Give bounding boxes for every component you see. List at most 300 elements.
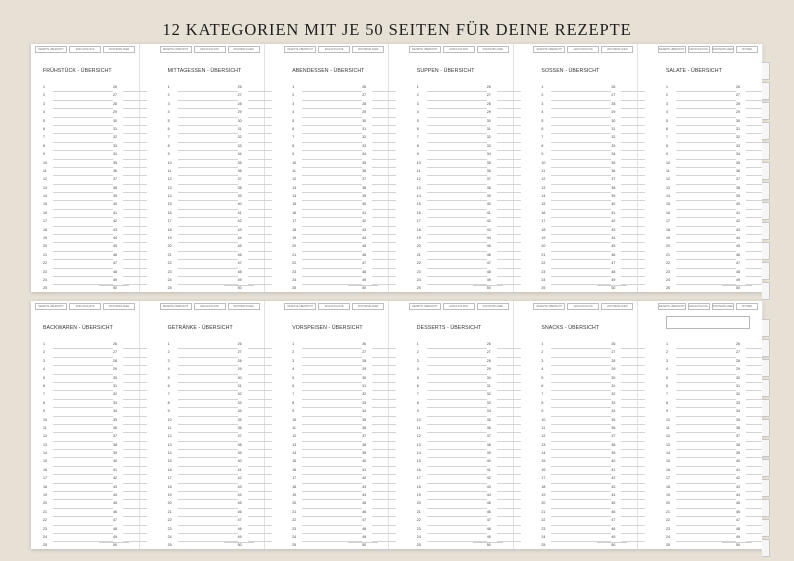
recipe-entry-line[interactable]	[611, 243, 645, 251]
recipe-entry-line[interactable]	[113, 235, 147, 243]
entry-number: 28	[611, 101, 616, 106]
recipe-entry-line[interactable]	[486, 425, 521, 433]
recipe-entry-line[interactable]	[611, 143, 645, 151]
recipe-entry-line[interactable]	[486, 84, 521, 92]
recipe-entry-line[interactable]	[486, 484, 521, 492]
recipe-entry-line[interactable]	[486, 134, 521, 142]
recipe-entry-line[interactable]	[237, 400, 272, 408]
recipe-entry-line[interactable]	[486, 417, 521, 425]
side-tab[interactable]	[762, 242, 770, 260]
recipe-entry-line[interactable]	[486, 143, 521, 151]
recipe-entry-line[interactable]	[237, 341, 272, 349]
recipe-entry-line[interactable]	[362, 391, 396, 399]
recipe-entry-line[interactable]	[486, 475, 521, 483]
side-tab[interactable]	[762, 459, 770, 477]
recipe-entry-line[interactable]	[113, 260, 147, 268]
recipe-entry-line[interactable]	[237, 126, 272, 134]
recipe-entry-line[interactable]	[362, 366, 396, 374]
recipe-entry-line[interactable]	[486, 243, 521, 251]
recipe-entry-line[interactable]	[362, 168, 396, 176]
nav-tab[interactable]: REZEPTE ÜBERSICHT	[659, 305, 685, 308]
recipe-entry-line[interactable]	[486, 517, 521, 525]
nav-tab[interactable]: EINKAUFSLISTE	[69, 303, 101, 310]
recipe-entry-line[interactable]	[362, 425, 396, 433]
recipe-entry-line[interactable]	[113, 201, 147, 209]
recipe-entry-line[interactable]	[237, 417, 272, 425]
recipe-entry-line[interactable]	[113, 151, 147, 159]
recipe-entry-line[interactable]	[486, 92, 521, 100]
nav-tab[interactable]: EINKAUFSLISTE	[443, 303, 475, 310]
entry-number: 36	[113, 425, 117, 430]
recipe-entry-line[interactable]	[486, 269, 521, 277]
recipe-entry-line[interactable]	[237, 269, 272, 277]
recipe-entry-line[interactable]	[113, 349, 147, 357]
recipe-entry-line[interactable]	[113, 92, 147, 100]
recipe-entry-line[interactable]	[113, 218, 147, 226]
side-tab[interactable]	[762, 122, 770, 140]
recipe-entry-line[interactable]	[611, 252, 645, 260]
side-tab[interactable]	[762, 379, 770, 397]
recipe-entry-line[interactable]	[611, 92, 645, 100]
recipe-entry-line[interactable]	[362, 526, 396, 534]
recipe-entry-line[interactable]	[237, 492, 272, 500]
recipe-entry-line[interactable]	[113, 118, 147, 126]
blank-title-field[interactable]	[666, 316, 750, 329]
recipe-entry-line[interactable]	[362, 151, 396, 159]
recipe-entry-line[interactable]	[486, 151, 521, 159]
recipe-entry-line[interactable]	[611, 517, 645, 525]
recipe-entry-line[interactable]	[611, 160, 645, 168]
nav-tab[interactable]: EINKAUFSLISTE	[567, 46, 599, 53]
recipe-entry-line[interactable]	[362, 185, 396, 193]
recipe-entry-line[interactable]	[237, 509, 272, 517]
recipe-entry-line[interactable]	[237, 151, 272, 159]
recipe-entry-line[interactable]	[362, 118, 396, 126]
recipe-entry-line[interactable]	[362, 450, 396, 458]
recipe-entry-line[interactable]	[486, 500, 521, 508]
recipe-entry-line[interactable]	[237, 450, 272, 458]
recipe-entry-line[interactable]	[611, 109, 645, 117]
recipe-entry-line[interactable]	[486, 467, 521, 475]
recipe-entry-line[interactable]	[237, 484, 272, 492]
entry-number: 35	[113, 160, 117, 165]
recipe-entry-line[interactable]	[486, 227, 521, 235]
recipe-entry-line[interactable]	[113, 425, 147, 433]
recipe-entry-line[interactable]	[113, 383, 147, 391]
recipe-entry-line[interactable]	[362, 176, 396, 184]
recipe-entry-line[interactable]	[237, 227, 272, 235]
nav-tab[interactable]: REZEPTE ÜBERSICHT	[533, 46, 565, 53]
recipe-entry-line[interactable]	[611, 134, 645, 142]
recipe-entry-line[interactable]	[486, 509, 521, 517]
side-tab[interactable]	[762, 319, 770, 337]
recipe-entry-line[interactable]	[113, 484, 147, 492]
nav-tab[interactable]: REZEPTE ÜBERSICHT	[659, 48, 685, 51]
recipe-entry-line[interactable]	[113, 358, 147, 366]
recipe-entry-line[interactable]	[113, 509, 147, 517]
recipe-entry-line[interactable]	[611, 260, 645, 268]
nav-tab[interactable]: EINKAUFSLISTE	[318, 303, 350, 310]
recipe-entry-line[interactable]	[362, 252, 396, 260]
recipe-entry-line[interactable]	[237, 475, 272, 483]
nav-tab[interactable]: EINKAUFSLISTE	[69, 46, 101, 53]
side-tab[interactable]	[762, 102, 770, 120]
recipe-entry-line[interactable]	[237, 252, 272, 260]
recipe-entry-line[interactable]	[611, 526, 645, 534]
recipe-entry-line[interactable]	[362, 218, 396, 226]
recipe-entry-line[interactable]	[113, 417, 147, 425]
nav-tab[interactable]: NOTIZEN	[736, 303, 758, 310]
recipe-entry-line[interactable]	[113, 450, 147, 458]
recipe-entry-line[interactable]	[486, 391, 521, 399]
recipe-entry-line[interactable]	[113, 143, 147, 151]
recipe-entry-line[interactable]	[611, 201, 645, 209]
recipe-entry-line[interactable]	[113, 160, 147, 168]
recipe-entry-line[interactable]	[237, 383, 272, 391]
recipe-entry-line[interactable]	[611, 492, 645, 500]
recipe-entry-line[interactable]	[486, 526, 521, 534]
nav-tab[interactable]: WOCHENPLANER	[477, 303, 509, 310]
recipe-entry-line[interactable]	[113, 101, 147, 109]
recipe-entry-line[interactable]	[611, 500, 645, 508]
nav-tab[interactable]: WOCHENPLANER	[712, 48, 733, 51]
recipe-entry-line[interactable]	[486, 235, 521, 243]
side-tab[interactable]	[762, 82, 770, 100]
recipe-entry-line[interactable]	[486, 433, 521, 441]
recipe-entry-line[interactable]	[486, 383, 521, 391]
recipe-entry-line[interactable]	[362, 134, 396, 142]
nav-tab[interactable]: WOCHENPLANER	[228, 46, 260, 53]
nav-tab[interactable]: REZEPTE ÜBERSICHT	[409, 46, 441, 53]
recipe-entry-line[interactable]	[113, 269, 147, 277]
nav-tab[interactable]: EINKAUFSLISTE	[443, 46, 475, 53]
recipe-entry-line[interactable]	[113, 408, 147, 416]
nav-tab[interactable]: REZEPTE ÜBERSICHT	[160, 46, 192, 53]
recipe-entry-line[interactable]	[113, 176, 147, 184]
recipe-entry-line[interactable]	[237, 349, 272, 357]
side-tab[interactable]	[762, 62, 770, 80]
recipe-entry-line[interactable]	[237, 210, 272, 218]
recipe-entry-line[interactable]	[611, 408, 645, 416]
recipe-entry-line[interactable]	[486, 193, 521, 201]
recipe-entry-line[interactable]	[237, 218, 272, 226]
recipe-entry-line[interactable]	[237, 467, 272, 475]
recipe-entry-line[interactable]	[113, 210, 147, 218]
recipe-entry-line[interactable]	[362, 400, 396, 408]
recipe-entry-line[interactable]	[486, 366, 521, 374]
recipe-entry-line[interactable]	[611, 442, 645, 450]
recipe-entry-line[interactable]	[362, 383, 396, 391]
recipe-entry-line[interactable]	[611, 475, 645, 483]
side-tab[interactable]	[762, 359, 770, 377]
recipe-entry-line[interactable]	[362, 417, 396, 425]
recipe-entry-line[interactable]	[362, 201, 396, 209]
recipe-entry-line[interactable]	[113, 185, 147, 193]
recipe-entry-line[interactable]	[611, 425, 645, 433]
recipe-entry-line[interactable]	[611, 151, 645, 159]
recipe-entry-line[interactable]	[362, 433, 396, 441]
recipe-entry-line[interactable]	[611, 126, 645, 134]
recipe-entry-line[interactable]	[611, 101, 645, 109]
recipe-entry-line[interactable]	[611, 417, 645, 425]
nav-tab[interactable]: WOCHENPLANER	[477, 46, 509, 53]
side-tab[interactable]	[762, 499, 770, 517]
recipe-entry-line[interactable]	[113, 458, 147, 466]
recipe-entry-line[interactable]	[237, 143, 272, 151]
recipe-entry-line[interactable]	[486, 218, 521, 226]
recipe-entry-line[interactable]	[237, 517, 272, 525]
recipe-entry-line[interactable]	[486, 408, 521, 416]
recipe-entry-line[interactable]	[113, 526, 147, 534]
recipe-entry-line[interactable]	[362, 509, 396, 517]
recipe-entry-line[interactable]	[237, 442, 272, 450]
recipe-entry-line[interactable]	[362, 235, 396, 243]
recipe-entry-line[interactable]	[237, 458, 272, 466]
recipe-entry-line[interactable]	[362, 84, 396, 92]
recipe-entry-line[interactable]	[611, 391, 645, 399]
recipe-entry-line[interactable]	[362, 484, 396, 492]
recipe-entry-line[interactable]	[362, 375, 396, 383]
recipe-entry-line[interactable]	[611, 509, 645, 517]
nav-tab[interactable]: WOCHENPLANER	[601, 303, 633, 310]
nav-tab[interactable]: EINKAUFSLISTE	[194, 46, 226, 53]
recipe-entry-line[interactable]	[362, 243, 396, 251]
nav-tab[interactable]: WOCHENPLANER	[601, 46, 633, 53]
recipe-entry-line[interactable]	[237, 92, 272, 100]
recipe-entry-line[interactable]	[611, 375, 645, 383]
recipe-column-left	[417, 341, 461, 551]
recipe-entry-line[interactable]	[237, 109, 272, 117]
recipe-entry-line[interactable]	[237, 366, 272, 374]
recipe-entry-line[interactable]	[611, 383, 645, 391]
recipe-entry-line[interactable]	[486, 176, 521, 184]
recipe-entry-line[interactable]	[486, 185, 521, 193]
recipe-entry-line[interactable]	[611, 168, 645, 176]
recipe-entry-line[interactable]	[237, 375, 272, 383]
recipe-entry-line[interactable]	[362, 269, 396, 277]
recipe-entry-line[interactable]	[611, 484, 645, 492]
recipe-entry-line[interactable]	[237, 201, 272, 209]
recipe-entry-line[interactable]	[486, 260, 521, 268]
recipe-entry-line[interactable]	[611, 467, 645, 475]
side-tab[interactable]	[762, 162, 770, 180]
side-tab[interactable]	[762, 202, 770, 220]
recipe-entry-line[interactable]	[362, 517, 396, 525]
recipe-entry-line[interactable]	[237, 500, 272, 508]
recipe-entry-line[interactable]	[113, 433, 147, 441]
recipe-entry-line[interactable]	[611, 341, 645, 349]
recipe-entry-line[interactable]	[486, 160, 521, 168]
recipe-entry-line[interactable]	[486, 126, 521, 134]
recipe-entry-line[interactable]	[362, 492, 396, 500]
recipe-entry-line[interactable]	[362, 193, 396, 201]
nav-tab[interactable]: EINKAUFSLISTE	[689, 48, 708, 51]
recipe-entry-line[interactable]	[362, 260, 396, 268]
side-tab[interactable]	[762, 519, 770, 537]
recipe-entry-line[interactable]	[113, 193, 147, 201]
nav-tab[interactable]: NOTIZEN	[736, 46, 758, 53]
side-tab[interactable]	[762, 222, 770, 240]
recipe-entry-line[interactable]	[237, 168, 272, 176]
entry-number: 19	[416, 236, 421, 241]
recipe-entry-line[interactable]	[362, 358, 396, 366]
recipe-entry-line[interactable]	[611, 366, 645, 374]
recipe-entry-line[interactable]	[611, 84, 645, 92]
recipe-entry-line[interactable]	[362, 475, 396, 483]
nav-tab[interactable]: EINKAUFSLISTE	[194, 303, 226, 310]
recipe-entry-line[interactable]	[113, 227, 147, 235]
nav-tab[interactable]: WOCHENPLANER	[352, 46, 384, 53]
nav-tab[interactable]: WOCHENPLANER	[103, 303, 135, 310]
recipe-entry-line[interactable]	[486, 341, 521, 349]
recipe-entry-line[interactable]	[611, 176, 645, 184]
recipe-entry-line[interactable]	[362, 467, 396, 475]
recipe-entry-line[interactable]	[362, 408, 396, 416]
recipe-entry-line[interactable]	[113, 126, 147, 134]
side-tab[interactable]	[762, 262, 770, 280]
recipe-entry-line[interactable]	[611, 458, 645, 466]
nav-tab[interactable]: EINKAUFSLISTE	[318, 46, 350, 53]
recipe-entry-line[interactable]	[237, 176, 272, 184]
side-tab[interactable]	[762, 282, 770, 300]
recipe-entry-line[interactable]	[237, 391, 272, 399]
recipe-entry-line[interactable]	[113, 252, 147, 260]
recipe-entry-line[interactable]	[113, 492, 147, 500]
recipe-entry-line[interactable]	[362, 160, 396, 168]
nav-tab[interactable]: EINKAUFSLISTE	[689, 305, 708, 308]
recipe-entry-line[interactable]	[113, 375, 147, 383]
recipe-entry-line[interactable]	[362, 349, 396, 357]
recipe-entry-line[interactable]	[113, 341, 147, 349]
recipe-entry-line[interactable]	[237, 101, 272, 109]
recipe-entry-line[interactable]	[611, 193, 645, 201]
recipe-entry-line[interactable]	[237, 433, 272, 441]
nav-tab[interactable]: EINKAUFSLISTE	[567, 303, 599, 310]
recipe-entry-line[interactable]	[362, 500, 396, 508]
recipe-entry-line[interactable]	[611, 450, 645, 458]
planner-page	[31, 44, 140, 292]
recipe-entry-line[interactable]	[237, 185, 272, 193]
recipe-entry-line[interactable]	[486, 252, 521, 260]
recipe-entry-line[interactable]	[237, 118, 272, 126]
side-tab[interactable]	[762, 479, 770, 497]
recipe-entry-line[interactable]	[237, 358, 272, 366]
recipe-entry-line[interactable]	[486, 210, 521, 218]
recipe-entry-line[interactable]	[113, 442, 147, 450]
recipe-entry-line[interactable]	[362, 109, 396, 117]
nav-tab[interactable]: WOCHENPLANER	[352, 303, 384, 310]
recipe-entry-line[interactable]	[486, 109, 521, 117]
recipe-entry-line[interactable]	[611, 118, 645, 126]
recipe-entry-line[interactable]	[362, 101, 396, 109]
side-tab[interactable]	[762, 399, 770, 417]
nav-tab[interactable]: WOCHENPLANER	[228, 303, 260, 310]
recipe-entry-line[interactable]	[237, 84, 272, 92]
recipe-entry-line[interactable]	[113, 517, 147, 525]
side-tab[interactable]	[762, 339, 770, 357]
recipe-entry-line[interactable]	[237, 134, 272, 142]
recipe-entry-line[interactable]	[362, 143, 396, 151]
side-tab[interactable]	[762, 182, 770, 200]
recipe-entry-line[interactable]	[362, 92, 396, 100]
recipe-entry-line[interactable]	[113, 366, 147, 374]
recipe-entry-line[interactable]	[611, 235, 645, 243]
recipe-entry-line[interactable]	[362, 442, 396, 450]
recipe-entry-line[interactable]	[362, 341, 396, 349]
recipe-entry-line[interactable]	[113, 134, 147, 142]
recipe-entry-line[interactable]	[611, 433, 645, 441]
recipe-entry-line[interactable]	[113, 400, 147, 408]
recipe-entry-line[interactable]	[237, 243, 272, 251]
recipe-entry-line[interactable]	[237, 160, 272, 168]
nav-tab[interactable]: WOCHENPLANER	[103, 46, 135, 53]
recipe-entry-line[interactable]	[486, 168, 521, 176]
recipe-entry-line[interactable]	[113, 467, 147, 475]
side-tab[interactable]	[762, 419, 770, 437]
recipe-entry-line[interactable]	[486, 442, 521, 450]
recipe-entry-line[interactable]	[486, 349, 521, 357]
recipe-entry-line[interactable]	[237, 425, 272, 433]
recipe-entry-line[interactable]	[237, 408, 272, 416]
recipe-entry-line[interactable]	[486, 400, 521, 408]
recipe-entry-line[interactable]	[611, 218, 645, 226]
recipe-entry-line[interactable]	[237, 260, 272, 268]
recipe-entry-line[interactable]	[362, 227, 396, 235]
entry-number: 3	[666, 358, 668, 363]
recipe-entry-line[interactable]	[611, 349, 645, 357]
side-tab[interactable]	[762, 142, 770, 160]
nav-tab[interactable]: WOCHENPLANER	[712, 305, 733, 308]
recipe-entry-line[interactable]	[611, 185, 645, 193]
recipe-entry-line[interactable]	[486, 375, 521, 383]
recipe-entry-line[interactable]	[113, 500, 147, 508]
recipe-entry-line[interactable]	[237, 526, 272, 534]
recipe-entry-line[interactable]	[113, 243, 147, 251]
recipe-entry-line[interactable]	[486, 458, 521, 466]
recipe-entry-line[interactable]	[362, 126, 396, 134]
recipe-entry-line[interactable]	[611, 269, 645, 277]
recipe-entry-line[interactable]	[486, 101, 521, 109]
side-tab[interactable]	[762, 439, 770, 457]
recipe-entry-line[interactable]	[237, 235, 272, 243]
nav-tab[interactable]: REZEPTE ÜBERSICHT	[533, 303, 565, 310]
recipe-entry-line[interactable]	[113, 84, 147, 92]
nav-tab[interactable]: REZEPTE ÜBERSICHT	[409, 303, 441, 310]
recipe-entry-line[interactable]	[486, 450, 521, 458]
recipe-entry-line[interactable]	[611, 210, 645, 218]
nav-tab[interactable]: REZEPTE ÜBERSICHT	[35, 46, 67, 53]
recipe-entry-line[interactable]	[113, 109, 147, 117]
recipe-entry-line[interactable]	[113, 475, 147, 483]
recipe-entry-line[interactable]	[362, 458, 396, 466]
side-tab[interactable]	[762, 539, 770, 557]
recipe-entry-line[interactable]	[611, 358, 645, 366]
recipe-entry-line[interactable]	[611, 400, 645, 408]
recipe-entry-line[interactable]	[486, 118, 521, 126]
recipe-entry-line[interactable]	[362, 210, 396, 218]
recipe-entry-line[interactable]	[486, 492, 521, 500]
nav-tab[interactable]: REZEPTE ÜBERSICHT	[160, 303, 192, 310]
nav-tab[interactable]: REZEPTE ÜBERSICHT	[284, 303, 316, 310]
recipe-entry-line[interactable]	[237, 193, 272, 201]
nav-tab[interactable]: REZEPTE ÜBERSICHT	[284, 46, 316, 53]
recipe-entry-line[interactable]	[611, 227, 645, 235]
nav-tab[interactable]: REZEPTE ÜBERSICHT	[35, 303, 67, 310]
recipe-entry-line[interactable]	[486, 201, 521, 209]
recipe-entry-line[interactable]	[486, 358, 521, 366]
recipe-entry-line[interactable]	[113, 168, 147, 176]
recipe-entry-line[interactable]	[113, 391, 147, 399]
